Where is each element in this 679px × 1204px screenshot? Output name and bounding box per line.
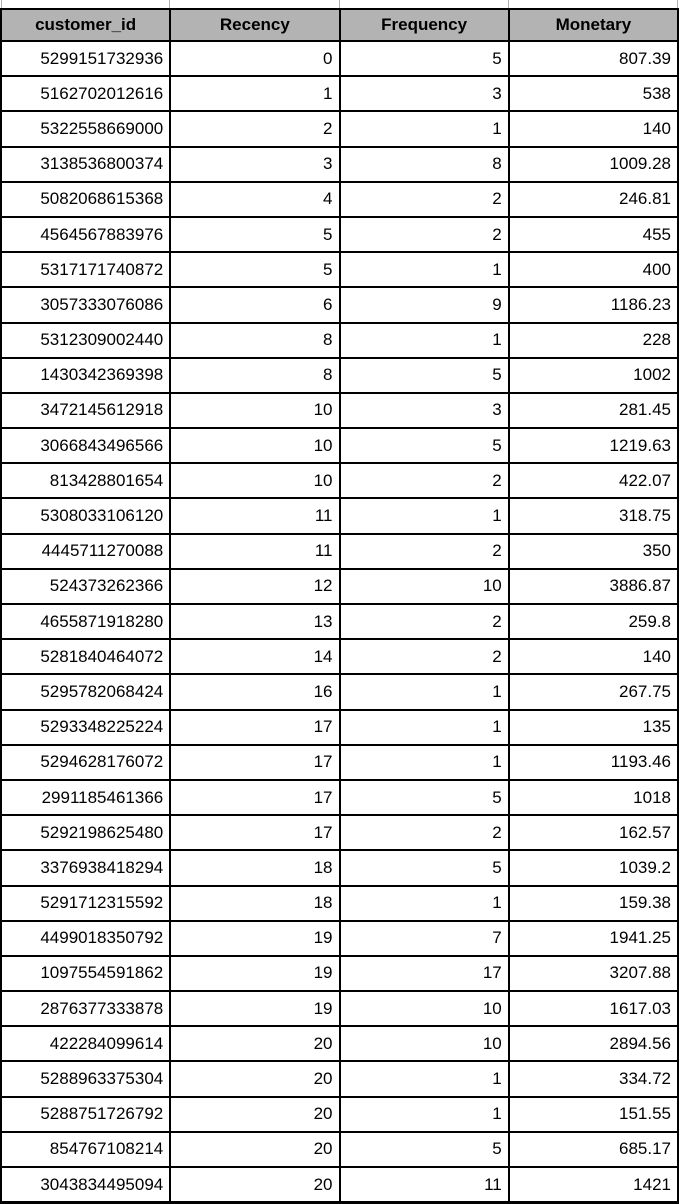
table-row (1, 111, 678, 146)
cell-customer_id: 5317171740872 (1, 252, 170, 287)
cell-monetary: 1219.63 (509, 428, 678, 463)
cell-frequency: 2 (340, 463, 509, 498)
cell-recency: 20 (170, 1097, 339, 1132)
cell-frequency: 2 (340, 182, 509, 217)
table-row (1, 41, 678, 76)
cell-monetary: 281.45 (509, 393, 678, 428)
cell-customer_id: 5294628176072 (1, 745, 170, 780)
cell-frequency: 10 (340, 1026, 509, 1061)
cell-frequency: 1 (340, 674, 509, 709)
table-row (1, 252, 678, 287)
cell-recency: 10 (170, 393, 339, 428)
cell-monetary: 1421 (509, 1167, 678, 1203)
cell-recency: 5 (170, 252, 339, 287)
cell-recency: 10 (170, 463, 339, 498)
table-row (1, 674, 678, 709)
cell-frequency: 2 (340, 604, 509, 639)
cell-customer_id: 5312309002440 (1, 323, 170, 358)
table-row (1, 886, 678, 921)
cell-frequency: 5 (340, 780, 509, 815)
cell-customer_id: 2991185461366 (1, 780, 170, 815)
cell-frequency: 5 (340, 1132, 509, 1167)
cell-monetary: 422.07 (509, 463, 678, 498)
cell-frequency: 1 (340, 498, 509, 533)
cell-monetary: 1617.03 (509, 991, 678, 1026)
table-row (1, 182, 678, 217)
table-row (1, 921, 678, 956)
cell-frequency: 9 (340, 287, 509, 322)
cell-recency: 1 (170, 76, 339, 111)
table-row (1, 217, 678, 252)
cell-monetary: 151.55 (509, 1097, 678, 1132)
table-row (1, 323, 678, 358)
table-row (1, 1167, 678, 1203)
table-row (1, 780, 678, 815)
table-row (1, 1097, 678, 1132)
cell-frequency: 2 (340, 534, 509, 569)
cell-customer_id: 5291712315592 (1, 886, 170, 921)
cell-customer_id: 1430342369398 (1, 358, 170, 393)
cell-recency: 19 (170, 921, 339, 956)
grid-line (508, 0, 509, 8)
cell-recency: 17 (170, 745, 339, 780)
cell-monetary: 3207.88 (509, 956, 678, 991)
grid-line (339, 0, 340, 8)
table-body (1, 41, 678, 1203)
cell-monetary: 400 (509, 252, 678, 287)
cell-frequency: 1 (340, 886, 509, 921)
cell-frequency: 5 (340, 358, 509, 393)
cell-monetary: 2894.56 (509, 1026, 678, 1061)
cell-recency: 13 (170, 604, 339, 639)
cell-customer_id: 854767108214 (1, 1132, 170, 1167)
cell-monetary: 1186.23 (509, 287, 678, 322)
cell-customer_id: 4445711270088 (1, 534, 170, 569)
cell-monetary: 1941.25 (509, 921, 678, 956)
cell-monetary: 228 (509, 323, 678, 358)
column-header-recency: Recency (170, 9, 339, 41)
cell-frequency: 11 (340, 1167, 509, 1203)
table-row (1, 1026, 678, 1061)
cell-monetary: 685.17 (509, 1132, 678, 1167)
table-row (1, 815, 678, 850)
cell-customer_id: 5308033106120 (1, 498, 170, 533)
cell-recency: 20 (170, 1061, 339, 1096)
cell-customer_id: 5288751726792 (1, 1097, 170, 1132)
cell-customer_id: 3066843496566 (1, 428, 170, 463)
cell-recency: 11 (170, 498, 339, 533)
table-row (1, 956, 678, 991)
cell-monetary: 135 (509, 710, 678, 745)
cell-customer_id: 5292198625480 (1, 815, 170, 850)
cutoff-row-sliver (0, 0, 679, 8)
cell-recency: 12 (170, 569, 339, 604)
cell-monetary: 807.39 (509, 41, 678, 76)
cell-customer_id: 3138536800374 (1, 147, 170, 182)
cell-monetary: 1018 (509, 780, 678, 815)
cell-recency: 16 (170, 674, 339, 709)
cell-recency: 20 (170, 1026, 339, 1061)
cell-customer_id: 4655871918280 (1, 604, 170, 639)
cell-frequency: 2 (340, 217, 509, 252)
cell-recency: 4 (170, 182, 339, 217)
cell-monetary: 140 (509, 111, 678, 146)
cell-recency: 18 (170, 886, 339, 921)
table-row (1, 745, 678, 780)
cell-frequency: 2 (340, 815, 509, 850)
table-row (1, 569, 678, 604)
cell-monetary: 3886.87 (509, 569, 678, 604)
cell-frequency: 5 (340, 41, 509, 76)
cell-customer_id: 5281840464072 (1, 639, 170, 674)
column-header-frequency: Frequency (340, 9, 509, 41)
cell-recency: 6 (170, 287, 339, 322)
table-row (1, 1132, 678, 1167)
table-row (1, 76, 678, 111)
cell-recency: 17 (170, 780, 339, 815)
cell-recency: 19 (170, 956, 339, 991)
table-row (1, 428, 678, 463)
table-row (1, 710, 678, 745)
cell-frequency: 10 (340, 569, 509, 604)
cell-frequency: 1 (340, 1061, 509, 1096)
cell-monetary: 318.75 (509, 498, 678, 533)
cell-recency: 0 (170, 41, 339, 76)
cell-monetary: 140 (509, 639, 678, 674)
cell-customer_id: 5295782068424 (1, 674, 170, 709)
cell-customer_id: 5288963375304 (1, 1061, 170, 1096)
cell-frequency: 2 (340, 639, 509, 674)
cell-frequency: 1 (340, 323, 509, 358)
cell-frequency: 7 (340, 921, 509, 956)
cell-recency: 20 (170, 1132, 339, 1167)
cell-recency: 14 (170, 639, 339, 674)
table-header (1, 9, 678, 41)
cell-monetary: 1193.46 (509, 745, 678, 780)
cell-monetary: 267.75 (509, 674, 678, 709)
cell-recency: 8 (170, 323, 339, 358)
cell-monetary: 1002 (509, 358, 678, 393)
cell-frequency: 10 (340, 991, 509, 1026)
grid-line (169, 0, 170, 8)
cell-frequency: 1 (340, 252, 509, 287)
cell-customer_id: 5293348225224 (1, 710, 170, 745)
cell-recency: 3 (170, 147, 339, 182)
header-row (1, 9, 678, 41)
cell-customer_id: 524373262366 (1, 569, 170, 604)
table-row (1, 463, 678, 498)
cell-frequency: 8 (340, 147, 509, 182)
cell-monetary: 1009.28 (509, 147, 678, 182)
cell-monetary: 334.72 (509, 1061, 678, 1096)
cell-recency: 8 (170, 358, 339, 393)
cell-customer_id: 3057333076086 (1, 287, 170, 322)
cell-customer_id: 4499018350792 (1, 921, 170, 956)
cell-frequency: 5 (340, 850, 509, 885)
cell-customer_id: 1097554591862 (1, 956, 170, 991)
cell-monetary: 455 (509, 217, 678, 252)
cell-frequency: 1 (340, 111, 509, 146)
cell-monetary: 246.81 (509, 182, 678, 217)
grid-line (677, 0, 678, 8)
cell-customer_id: 5162702012616 (1, 76, 170, 111)
cell-recency: 2 (170, 111, 339, 146)
table-row (1, 534, 678, 569)
table-row (1, 991, 678, 1026)
cell-customer_id: 5082068615368 (1, 182, 170, 217)
rfm-table (0, 8, 679, 1204)
table-row (1, 358, 678, 393)
cell-recency: 18 (170, 850, 339, 885)
cell-frequency: 1 (340, 745, 509, 780)
table-row (1, 850, 678, 885)
cell-frequency: 1 (340, 1097, 509, 1132)
cell-customer_id: 5322558669000 (1, 111, 170, 146)
cell-customer_id: 2876377333878 (1, 991, 170, 1026)
cell-customer_id: 3376938418294 (1, 850, 170, 885)
cell-recency: 5 (170, 217, 339, 252)
cell-recency: 17 (170, 815, 339, 850)
cell-monetary: 1039.2 (509, 850, 678, 885)
cell-recency: 19 (170, 991, 339, 1026)
cell-frequency: 3 (340, 76, 509, 111)
cell-customer_id: 813428801654 (1, 463, 170, 498)
cell-frequency: 17 (340, 956, 509, 991)
cell-frequency: 5 (340, 428, 509, 463)
table-row (1, 498, 678, 533)
table-row (1, 1061, 678, 1096)
column-header-customer-id: customer_id (1, 9, 170, 41)
cell-monetary: 162.57 (509, 815, 678, 850)
cell-monetary: 538 (509, 76, 678, 111)
cell-frequency: 1 (340, 710, 509, 745)
cell-customer_id: 5299151732936 (1, 41, 170, 76)
cell-customer_id: 3043834495094 (1, 1167, 170, 1203)
cell-customer_id: 4564567883976 (1, 217, 170, 252)
table-row (1, 604, 678, 639)
cell-recency: 10 (170, 428, 339, 463)
cell-recency: 20 (170, 1167, 339, 1203)
table-row (1, 287, 678, 322)
cell-monetary: 159.38 (509, 886, 678, 921)
column-header-monetary: Monetary (509, 9, 678, 41)
cell-recency: 11 (170, 534, 339, 569)
cell-recency: 17 (170, 710, 339, 745)
cell-customer_id: 3472145612918 (1, 393, 170, 428)
cell-frequency: 3 (340, 393, 509, 428)
grid-line (1, 0, 2, 8)
table-row (1, 639, 678, 674)
table-row (1, 147, 678, 182)
cell-customer_id: 422284099614 (1, 1026, 170, 1061)
table-row (1, 393, 678, 428)
cell-monetary: 259.8 (509, 604, 678, 639)
cell-monetary: 350 (509, 534, 678, 569)
